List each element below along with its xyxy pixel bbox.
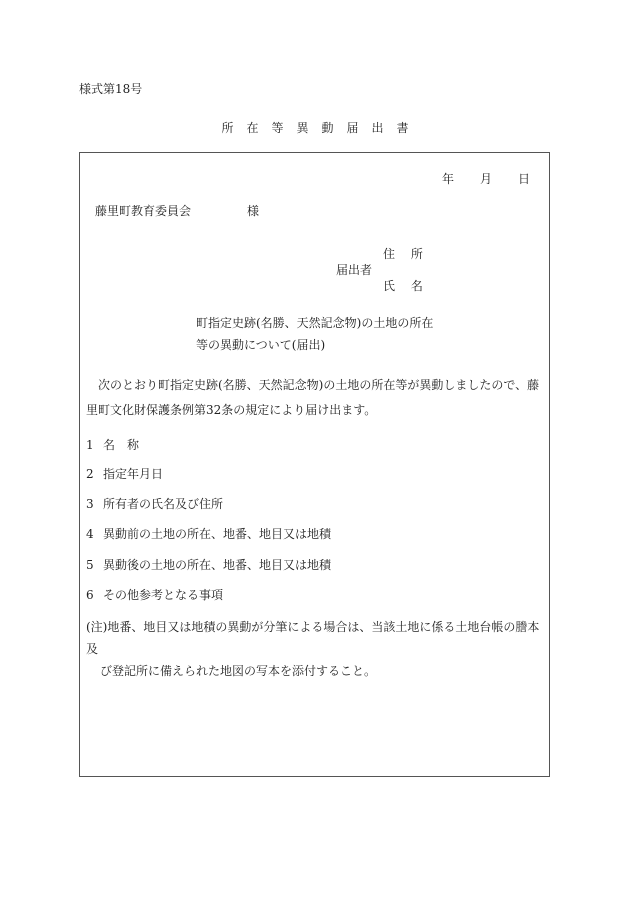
- item-label: その他参考となる事項: [103, 588, 224, 602]
- body-paragraph: 次のとおり町指定史跡(名勝、天然記念物)の土地の所在等が異動しましたので、藤里町文化財保護条例第32条の規定により届け出ます。: [86, 378, 540, 417]
- item-number: 3: [86, 497, 94, 511]
- list-item: [86, 436, 139, 453]
- subject-line-1: 町指定史跡(名勝、天然記念物)の土地の所在: [196, 316, 434, 330]
- item-label: 異動前の土地の所在、地番、地目又は地積: [103, 527, 332, 541]
- note-line-1: (注)地番、地目又は地積の異動が分筆による場合は、当該土地に係る土地台帳の謄本及: [86, 620, 540, 656]
- recipient: 藤里町教育委員会: [95, 204, 192, 218]
- date-line: [442, 170, 530, 187]
- list-item: [86, 556, 331, 573]
- applicant-label: 届出者: [336, 263, 373, 277]
- list-item: [86, 465, 163, 482]
- subject-line-2: 等の異動について(届出): [196, 338, 326, 352]
- item-label: 名 称: [103, 438, 140, 452]
- form-number: 様式第18号: [79, 82, 143, 96]
- year-label: 年: [442, 172, 455, 186]
- list-item: [86, 495, 223, 512]
- list-item: [86, 525, 331, 542]
- item-number: 5: [86, 558, 94, 572]
- day-label: 日: [518, 172, 531, 186]
- item-label: 指定年月日: [103, 467, 164, 481]
- item-label: 異動後の土地の所在、地番、地目又は地積: [103, 558, 332, 572]
- title-text: 所在等異動届出書: [221, 121, 422, 135]
- note-line-2: び登記所に備えられた地図の写本を添付すること。: [100, 664, 377, 678]
- item-number: 1: [86, 438, 94, 452]
- document-title: [0, 119, 630, 136]
- item-number: 4: [86, 527, 94, 541]
- item-number: 2: [86, 467, 94, 481]
- note: [86, 616, 546, 682]
- item-number: 6: [86, 588, 94, 602]
- item-label: 所有者の氏名及び住所: [103, 497, 224, 511]
- honorific: 様: [247, 204, 260, 218]
- month-label: 月: [480, 172, 493, 186]
- list-item: [86, 586, 223, 603]
- name-label: 氏 名: [383, 279, 429, 293]
- address-label: 住 所: [383, 247, 429, 261]
